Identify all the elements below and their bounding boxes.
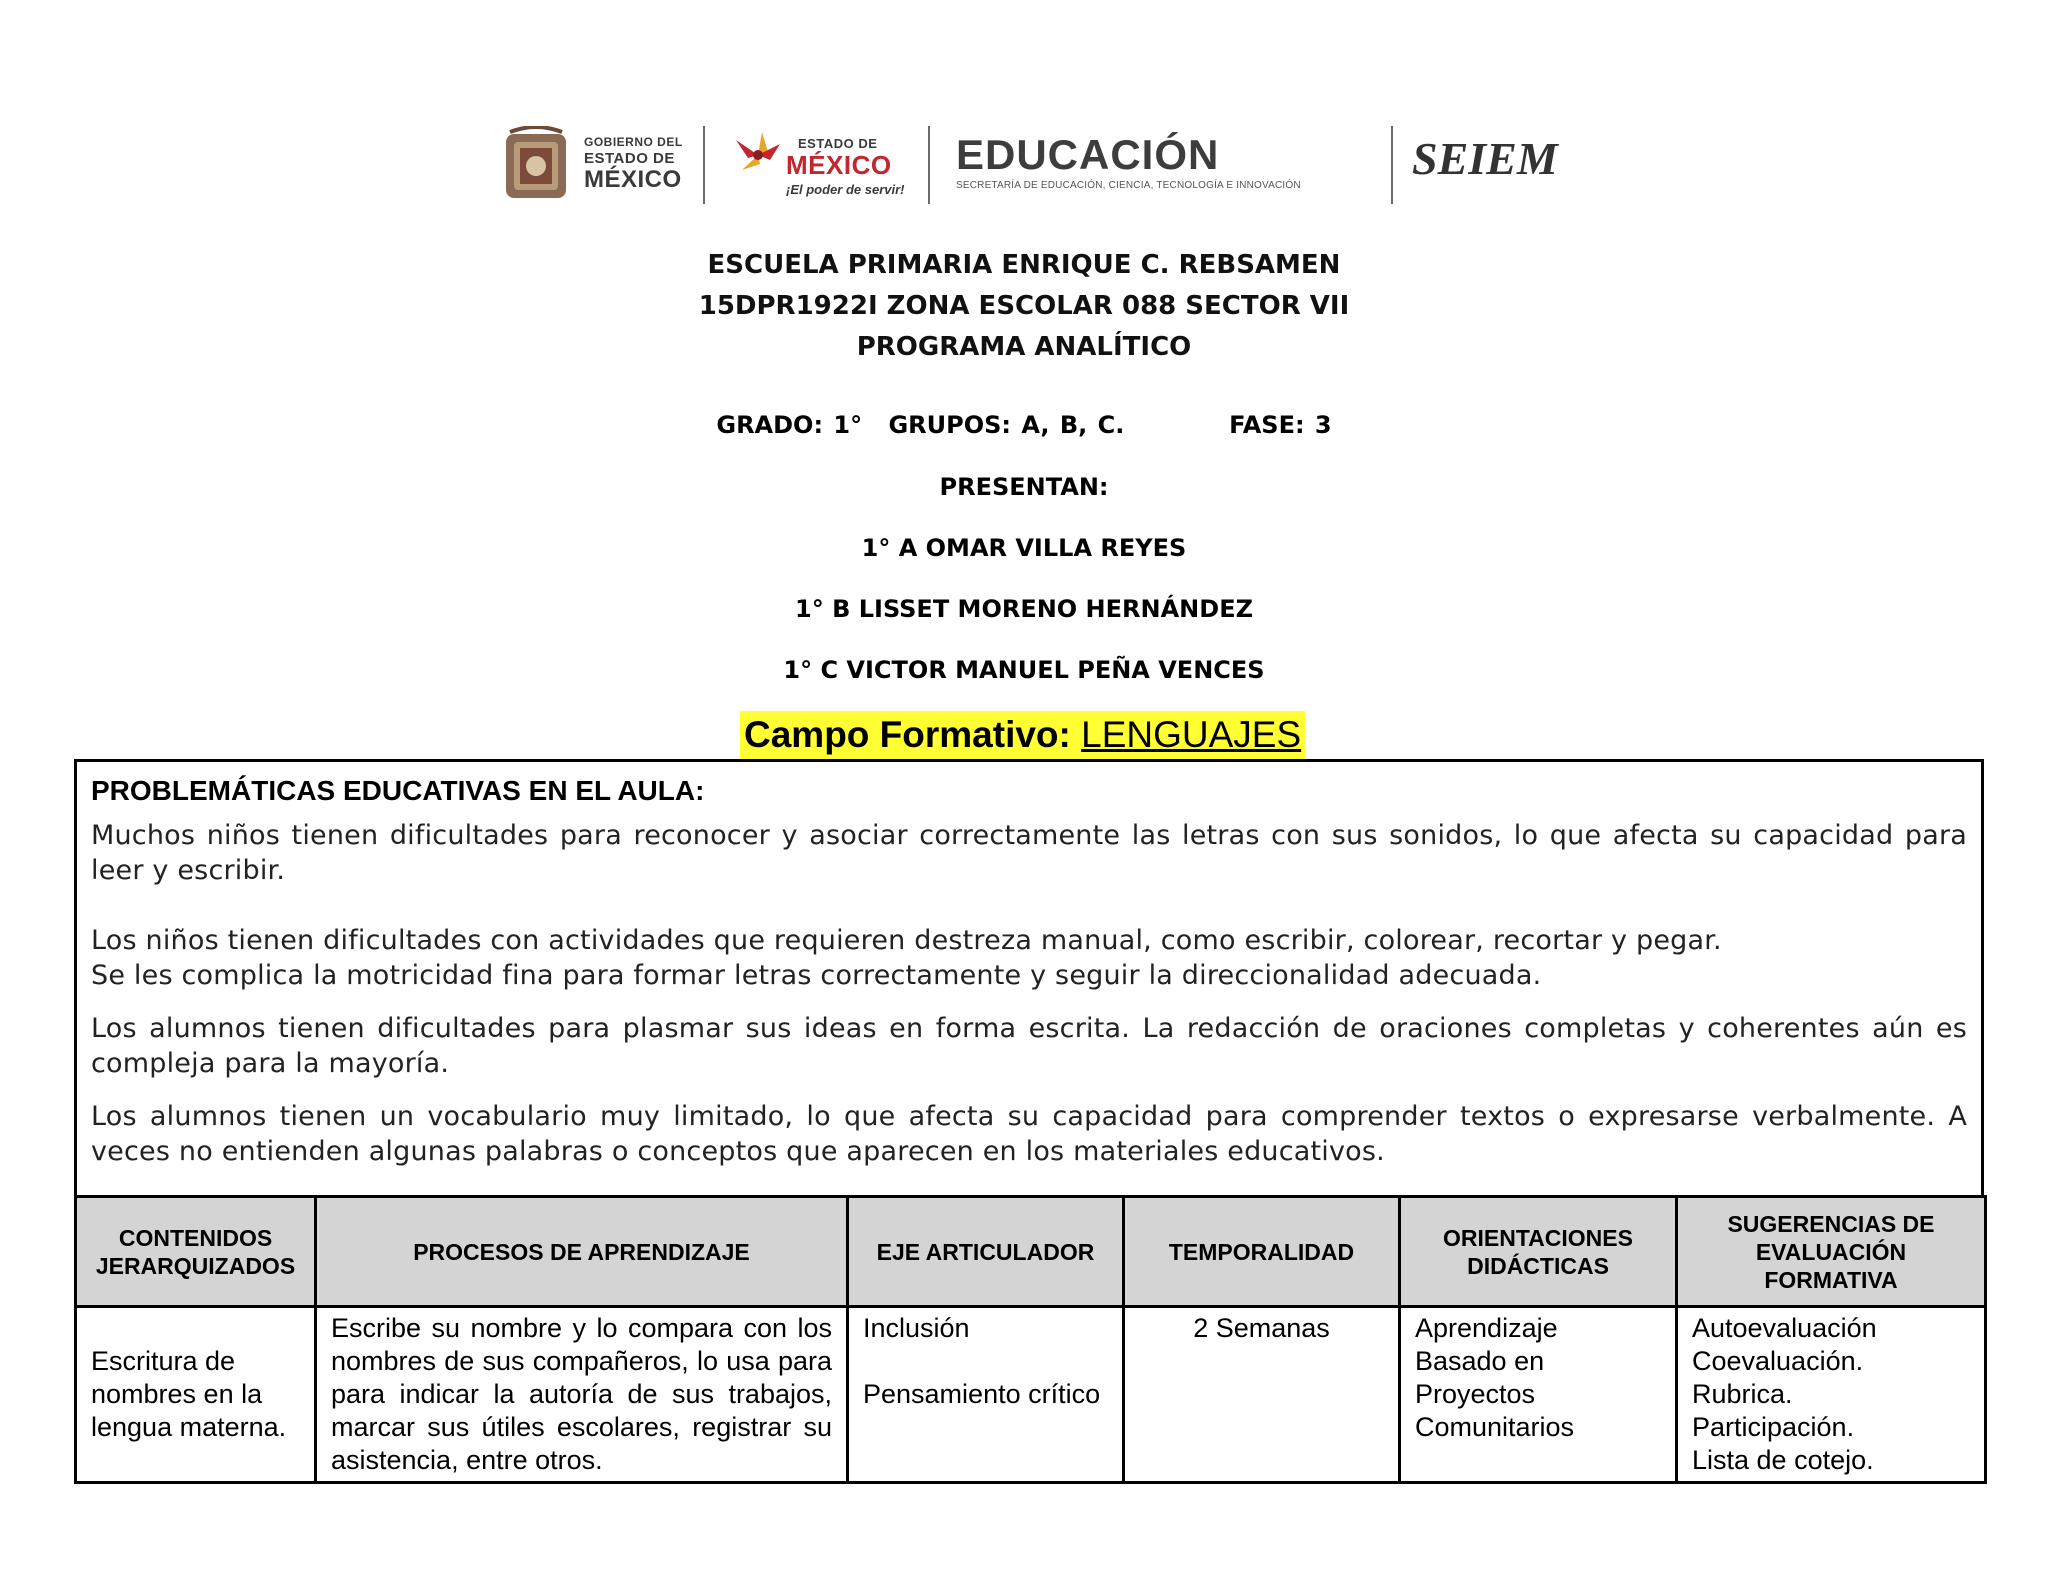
educacion-logo bbox=[956, 131, 1376, 191]
seiem-logo: SEIEM bbox=[1412, 133, 1558, 184]
edomex-flower-icon bbox=[728, 130, 788, 180]
problem-paragraph: Los niños tienen dificultades con actividades que requieren destreza manual, como escribir, colorear, recortar y pegar. bbox=[91, 925, 1722, 956]
column-header: SUGERENCIAS DE EVALUACIÓN FORMATIVA bbox=[1677, 1197, 1986, 1307]
gobierno-line-3: MÉXICO bbox=[584, 166, 682, 193]
phase-label: FASE: 3 bbox=[1229, 411, 1332, 439]
logo-divider bbox=[703, 126, 705, 204]
column-header: ORIENTACIONES DIDÁCTICAS bbox=[1400, 1197, 1677, 1307]
evaluacion-item: Coevaluación. bbox=[1692, 1346, 1864, 1376]
evaluacion-item: Rubrica. bbox=[1692, 1379, 1793, 1409]
grade-line bbox=[0, 405, 2048, 445]
campo-label: Campo Formativo: bbox=[744, 714, 1071, 755]
column-header: EJE ARTICULADOR bbox=[848, 1197, 1124, 1307]
school-name: ESCUELA PRIMARIA ENRIQUE C. REBSAMEN bbox=[707, 250, 1341, 280]
problems-box bbox=[74, 759, 1984, 1195]
evaluacion-item: Lista de cotejo. bbox=[1692, 1445, 1874, 1475]
teacher-1c: 1° C VICTOR MANUEL PEÑA VENCES bbox=[783, 656, 1265, 684]
column-header: CONTENIDOS JERARQUIZADOS bbox=[76, 1197, 316, 1307]
edomex-line-1: ESTADO DE bbox=[798, 136, 878, 151]
campo-value: LENGUAJES bbox=[1081, 714, 1302, 755]
edomex-logo bbox=[728, 130, 918, 202]
orientacion-item: Proyectos bbox=[1415, 1379, 1536, 1409]
contenido-cell: Escritura de nombres en la lengua materna. bbox=[76, 1307, 316, 1483]
orientaciones-cell bbox=[1400, 1307, 1677, 1483]
logo-divider bbox=[1391, 126, 1393, 204]
teacher-1a: 1° A OMAR VILLA REYES bbox=[861, 534, 1187, 562]
column-header: TEMPORALIDAD bbox=[1124, 1197, 1400, 1307]
eje-item: Inclusión bbox=[863, 1313, 970, 1343]
eje-item: Pensamiento crítico bbox=[863, 1379, 1101, 1409]
orientacion-item: Comunitarios bbox=[1415, 1412, 1575, 1442]
logo-divider bbox=[928, 126, 930, 204]
edomex-slogan: ¡El poder de servir! bbox=[786, 182, 905, 197]
educacion-title: EDUCACIÓN bbox=[956, 131, 1220, 178]
presentan-label: PRESENTAN: bbox=[939, 473, 1109, 501]
temporalidad-cell: 2 Semanas bbox=[1124, 1307, 1400, 1483]
teacher-1b: 1° B LISSET MORENO HERNÁNDEZ bbox=[795, 595, 1253, 623]
problem-paragraph: Muchos niños tienen dificultades para reconocer y asociar correctamente las letras con sus sonidos, lo que afecta su capacidad para leer y escribir. bbox=[91, 820, 1967, 886]
column-header: PROCESOS DE APRENDIZAJE bbox=[316, 1197, 848, 1307]
orientacion-item: Aprendizaje bbox=[1415, 1313, 1558, 1343]
table-row bbox=[76, 1307, 1986, 1483]
groups-label: GRUPOS: A, B, C. bbox=[888, 411, 1125, 439]
planning-table bbox=[74, 1195, 1987, 1484]
campo-formativo bbox=[740, 711, 1305, 759]
problem-paragraph: Los alumnos tienen dificultades para plasmar sus ideas en forma escrita. La redacción de oraciones completas y coherentes aún es compleja para la mayoría. bbox=[91, 1013, 1967, 1079]
proceso-cell: Escribe su nombre y lo compara con los nombres de sus compañeros, lo usa para para indicar la autoría de sus trabajos, marcar sus útiles escolares, registrar su asistencia, entre otros. bbox=[316, 1307, 848, 1483]
gobierno-logo-text bbox=[584, 136, 683, 192]
gobierno-line-1: GOBIERNO DEL bbox=[584, 135, 683, 149]
problem-paragraph: Los alumnos tienen un vocabulario muy limitado, lo que afecta su capacidad para comprender textos o expresarse verbalmente. A veces no entienden algunas palabras o conceptos que aparecen en los materiales educativos. bbox=[91, 1101, 1967, 1167]
gobierno-line-2: ESTADO DE bbox=[584, 150, 675, 167]
evaluacion-item: Participación. bbox=[1692, 1412, 1855, 1442]
program-title: PROGRAMA ANALÍTICO bbox=[856, 332, 1192, 362]
educacion-subtitle: SECRETARÍA DE EDUCACIÓN, CIENCIA, TECNOLOGÍA E INNOVACIÓN bbox=[956, 180, 1301, 191]
orientacion-item: Basado en bbox=[1415, 1346, 1545, 1376]
state-seal-logo bbox=[500, 126, 572, 202]
problems-title: PROBLEMÁTICAS EDUCATIVAS EN EL AULA: bbox=[91, 775, 705, 806]
evaluacion-cell bbox=[1677, 1307, 1986, 1483]
school-code: 15DPR1922I ZONA ESCOLAR 088 SECTOR VII bbox=[698, 291, 1350, 321]
problem-paragraph: Se les complica la motricidad fina para formar letras correctamente y seguir la direccionalidad adecuada. bbox=[91, 960, 1542, 991]
grade-label: GRADO: 1° bbox=[716, 411, 863, 439]
table-header-row bbox=[76, 1197, 1986, 1307]
logo-strip bbox=[500, 122, 1580, 210]
eje-cell bbox=[848, 1307, 1124, 1483]
evaluacion-item: Autoevaluación bbox=[1692, 1313, 1877, 1343]
edomex-line-2: MÉXICO bbox=[786, 150, 892, 180]
